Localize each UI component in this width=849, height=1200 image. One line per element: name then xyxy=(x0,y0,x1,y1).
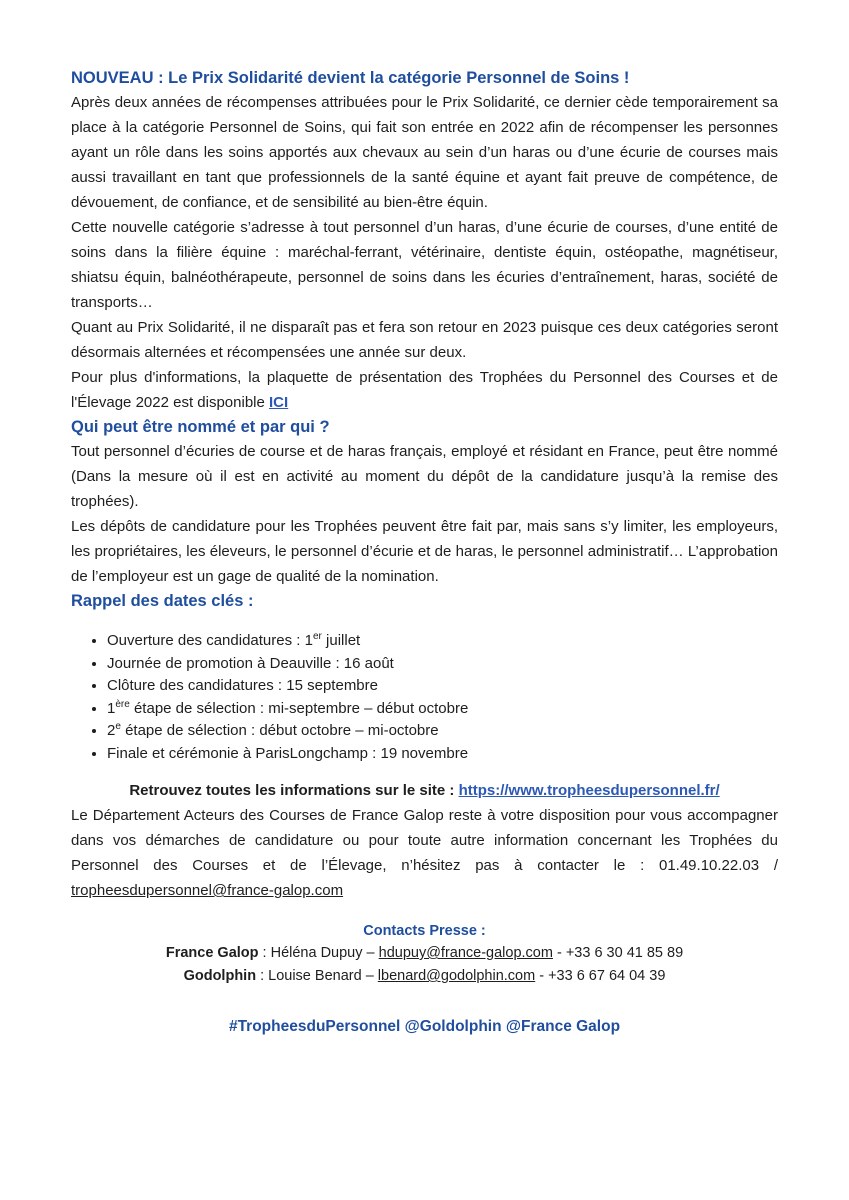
contact-person: : Louise Benard – xyxy=(256,968,378,984)
paragraph-apres-deux-annees: Après deux années de récompenses attribuées pour le Prix Solidarité, ce dernier cède temporairement sa place à la catégorie Personnel de Soins, qui fait son entrée en 2022 afin de récompenser les personnes ayant un rôle dans les soins apportés aux chevaux au sein d’un haras ou d’une écurie de courses mais aussi travaillant en tant que professionnels de la santé équine et ayant fait preuve de compétence, de dévouement, de confiance, et de sensibilité au bien-être équin. xyxy=(71,94,778,211)
ici-link[interactable]: ICI xyxy=(269,394,289,411)
ordinal-superscript: ère xyxy=(115,698,130,710)
list-item-premiere-etape xyxy=(107,698,778,721)
paragraph-prix-solidarite-retour: Quant au Prix Solidarité, il ne disparaît pas et fera son retour en 2023 puisque ces deux catégories seront désormais alternées et récompensées une année sur deux. xyxy=(71,319,778,361)
date-text: étape de sélection : mi-septembre – début octobre xyxy=(129,699,469,717)
paragraph-depots-candidature: Les dépôts de candidature pour les Trophées peuvent être fait par, mais sans s’y limiter, les employeurs, les propriétaires, les éleveurs, le personnel d’écurie et de haras, le personnel administratif… L’approbation de l’employeur est un gage de qualité de la nomination. xyxy=(71,518,778,585)
date-text: étape de sélection : début octobre – mi-octobre xyxy=(120,722,439,739)
list-item-cloture-candidatures xyxy=(107,675,778,698)
heading-nouveau-prix-solidarite: NOUVEAU : Le Prix Solidarité devient la catégorie Personnel de Soins ! xyxy=(71,69,630,87)
contacts-presse-heading: Contacts Presse : xyxy=(363,923,486,939)
site-info-label: Retrouvez toutes les informations sur le site : xyxy=(129,782,459,799)
plaquette-text: Pour plus d'informations, la plaquette de présentation des Trophées du Personnel des Courses et de l'Élevage 2022 est disponible xyxy=(71,369,778,411)
key-dates-list xyxy=(71,630,778,765)
social-hashtags-footer: #TropheesduPersonnel @Goldolphin @France Galop xyxy=(228,1018,621,1035)
contact-org: France Galop xyxy=(165,945,259,961)
contact-phone: - +33 6 67 64 04 39 xyxy=(535,968,666,984)
contact-row-france-galop xyxy=(71,942,778,965)
france-galop-email-link[interactable]: hdupuy@france-galop.com xyxy=(378,945,553,961)
godolphin-email-link[interactable]: lbenard@godolphin.com xyxy=(377,968,536,984)
site-info-line xyxy=(71,779,778,803)
trophees-email-link[interactable]: tropheesdupersonnel@france-galop.com xyxy=(71,882,344,899)
paragraph-nouvelle-categorie: Cette nouvelle catégorie s’adresse à tout personnel d’un haras, d’une écurie de courses, d’une entité de soins dans la filière équine : maréchal-ferrant, vétérinaire, dentiste équin, ostéopathe, magnétiseur, shiatsu équin, balnéothérapeute, personnel de soins dans les écuries d’entraînement, haras, société de transports… xyxy=(71,219,778,311)
contact-row-godolphin xyxy=(71,965,778,988)
list-item-deuxieme-etape xyxy=(107,720,778,743)
date-text: 1 xyxy=(107,699,116,717)
paragraph-plaquette xyxy=(71,365,778,415)
heading-rappel-dates-cles: Rappel des dates clés : xyxy=(71,592,254,610)
contact-person: : Héléna Dupuy – xyxy=(258,945,379,961)
ordinal-superscript: e xyxy=(115,721,121,732)
ordinal-superscript: er xyxy=(312,631,322,642)
date-text: juillet xyxy=(321,632,361,649)
date-text: Ouverture des candidatures : 1 xyxy=(107,632,313,649)
list-item-journee-promotion xyxy=(107,653,778,676)
list-item-finale-ceremonie xyxy=(107,743,778,766)
date-text: Finale et cérémonie à ParisLongchamp : 19 novembre xyxy=(107,744,469,762)
date-text: 2 xyxy=(107,722,116,739)
heading-qui-peut-etre-nomme: Qui peut être nommé et par qui ? xyxy=(71,418,330,436)
paragraph-tout-personnel: Tout personnel d’écuries de course et de haras français, employé et résidant en France, peut être nommé (Dans la mesure où il est en activité au moment du dépôt de la candidature jusqu’à la remise des trophées). xyxy=(71,443,778,510)
trophees-site-link[interactable]: https://www.tropheesdupersonnel.fr/ xyxy=(458,782,720,799)
contact-org: Godolphin xyxy=(183,968,257,984)
date-text: Clôture des candidatures : 15 septembre xyxy=(107,677,378,694)
date-text: Journée de promotion à Deauville : 16 août xyxy=(107,654,394,672)
contact-phone: - +33 6 30 41 85 89 xyxy=(552,945,684,961)
contact-text: Le Département Acteurs des Courses de France Galop reste à votre disposition pour vous accompagner dans vos démarches de candidature ou pour toute autre information concernant les Trophées du Personnel des Courses et de l’Élevage, n’hésitez pas à contacter le : 01.49.10.22.03 / xyxy=(71,807,778,874)
paragraph-departement-acteurs xyxy=(71,803,778,903)
list-item-ouverture-candidatures xyxy=(107,630,778,653)
